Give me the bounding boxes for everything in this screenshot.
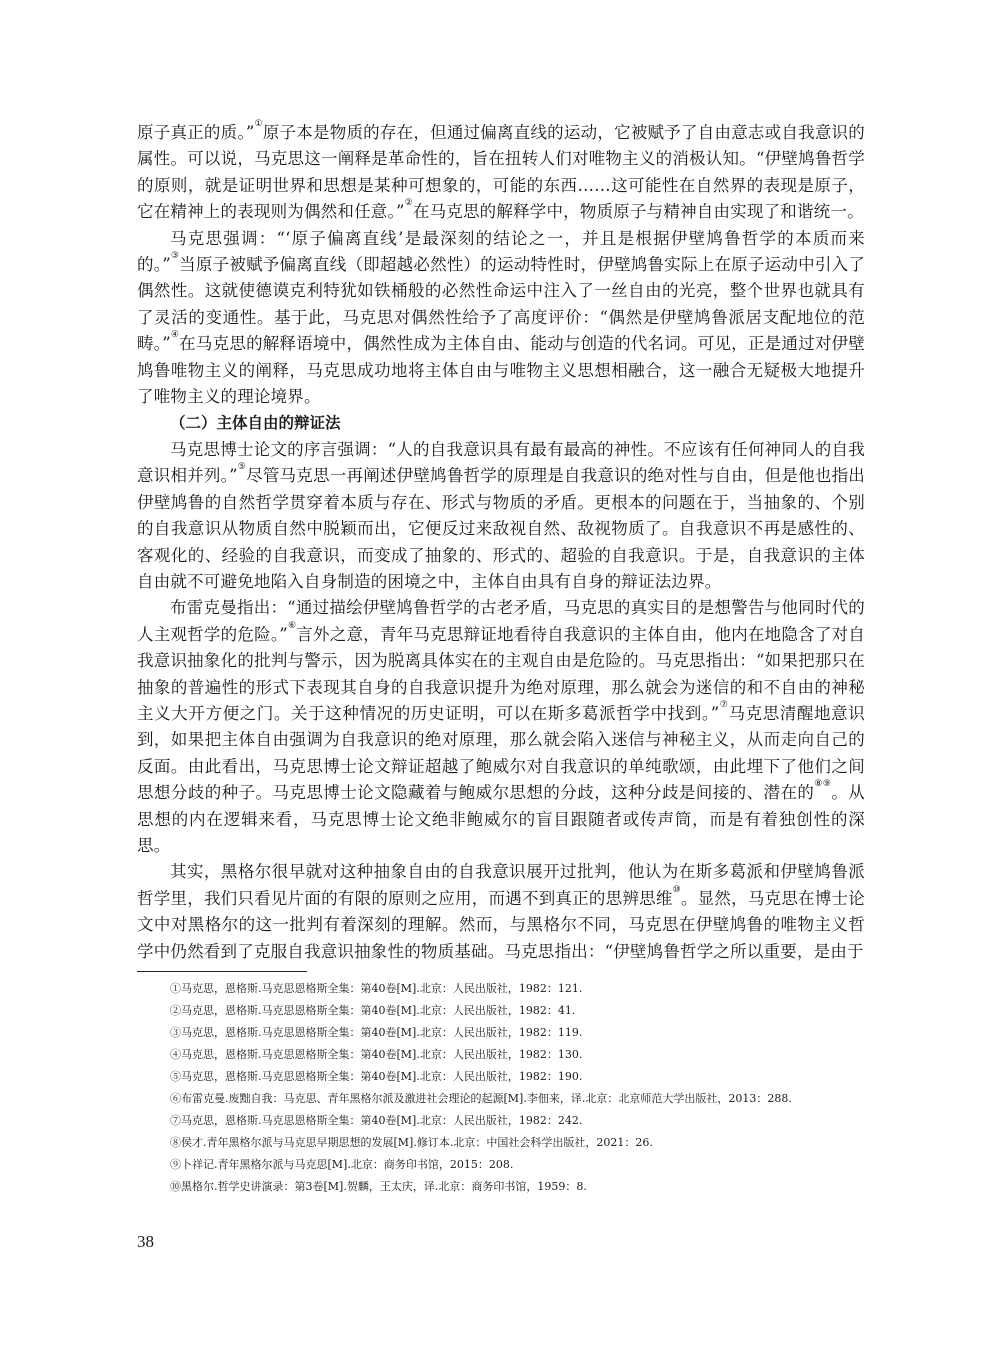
text-run: 原子真正的质。” <box>137 123 255 142</box>
footnote-divider <box>137 971 307 972</box>
footnote-4: ④马克思，恩格斯.马克思恩格斯全集：第40卷[M].北京：人民出版社，1982：130. <box>170 1048 583 1061</box>
footnote-5: ⑤马克思，恩格斯.马克思恩格斯全集：第40卷[M].北京：人民出版社，1982：190. <box>170 1070 583 1083</box>
text-run: 马克思博士论文的序言强调：“人的自我意识具有最有最高的神性。不应该有任何神同人的自我意识相并列。” <box>137 439 865 486</box>
text-run: 尽管马克思一再阐述伊壁鸠鲁哲学的原理是自我意识的绝对性与自由，但是他也指出伊壁鸠鲁的自然哲学贯穿着本质与存在、形式与物质的矛盾。更根本的问题在于，当抽象的、个别的自我意识从物质自然中脱颖而出，它便反过来敌视自然、敌视物质了。自我意识不再是感性的、客观化的、经验的自我意识，而变成了抽象的、形式的、超验的自我意识。于是，自我意识的主体自由就不可避免地陷入自身制造的困境之中，主体自由具有自身的辩证法边界。 <box>137 466 865 591</box>
paragraph-4 <box>137 595 865 859</box>
paragraph-2 <box>137 226 865 411</box>
footnote-ref[interactable]: ③ <box>170 251 180 262</box>
section-heading: （二）主体自由的辩证法 <box>170 414 341 433</box>
footnote-3: ③马克思，恩格斯.马克思恩格斯全集：第40卷[M].北京：人民出版社，1982：119. <box>170 1026 583 1039</box>
footnote-ref[interactable]: ⑩ <box>672 884 681 895</box>
text-run: 言外之意，青年马克思辩证地看待自我意识的主体自由，他内在地隐含了对自我意识抽象化的批判与警示，因为脱离具体实在的主观自由是危险的。马克思指出：“如果把那只在抽象的普遍性的形式下表现其自身的自我意识提升为绝对原理，那么就会为迷信的和不自由的神秘主义大开方便之门。关于这种情况的历史证明，可以在斯多葛派哲学中找到。” <box>137 624 865 723</box>
page-number: 38 <box>137 1232 154 1251</box>
footnote-2: ②马克思，恩格斯.马克思恩格斯全集：第40卷[M].北京：人民出版社，1982：41. <box>170 1004 576 1017</box>
footnote-ref[interactable]: ⑦ <box>719 699 729 710</box>
footnote-ref[interactable]: ⑧⑨ <box>814 779 832 790</box>
text-run: 在马克思的解释语境中，偶然性成为主体自由、能动与创造的代名词。可见，正是通过对伊壁鸠鲁唯物主义的阐释，马克思成功地将主体自由与唯物主义思想相融合，这一融合无疑极大地提升了唯物主义的理论境界。 <box>137 334 865 407</box>
text-run: 。显然，马克思在博士论文中对黑格尔的这一批判有着深刻的理解。然而，与黑格尔不同，马克思在伊壁鸠鲁的唯物主义哲学中仍然看到了克服自我意识抽象性的物质基础。马克思指出：“伊壁鸠鲁哲学之所以重要，是由于 <box>137 888 865 961</box>
text-run: 。从思想的内在逻辑来看，马克思博士论文绝非鲍威尔的盲目跟随者或传声筒，而是有着独创性的深思。 <box>137 783 866 855</box>
footnote-1: ①马克思，恩格斯.马克思恩格斯全集：第40卷[M].北京：人民出版社，1982：121. <box>170 982 583 995</box>
text-run: 当原子被赋予偏离直线（即超越必然性）的运动特性时，伊壁鸠鲁实际上在原子运动中引入了偶然性。这就使德谟克利特犹如铁桶般的必然性命运中注入了一丝自由的光亮，整个世界也就具有了灵活的变通性。基于此，马克思对偶然性给予了高度评价：“偶然是伊壁鸠鲁派居支配地位的范畴。” <box>137 255 865 354</box>
text-run: 马克思清醒地意识到，如果把主体自由强调为自我意识的绝对原理，那么就会陷入迷信与神秘主义，从而走向自己的反面。由此看出，马克思博士论文辩证超越了鲍威尔对自我意识的单纯歌颂，由此埋下了他们之间思想分歧的种子。马克思博士论文隐藏着与鲍威尔思想的分歧，这种分歧是间接的、潜在的 <box>137 703 865 803</box>
footnote-ref[interactable]: ② <box>404 198 413 209</box>
text-run: 其实，黑格尔很早就对这种抽象自由的自我意识展开过批判，他认为在斯多葛派和伊壁鸠鲁派哲学里，我们只看见片面的有限的原则之应用，而遇不到真正的思辨思维 <box>137 862 865 908</box>
text-run: 在马克思的解释学中，物质原子与精神自由实现了和谐统一。 <box>412 202 864 222</box>
footnote-ref[interactable]: ① <box>254 119 263 129</box>
article-body <box>137 120 865 1198</box>
footnotes <box>137 978 865 1198</box>
text-run: 布雷克曼指出：“通过描绘伊壁鸠鲁哲学的古老矛盾，马克思的真实目的是想警告与他同时代的人主观哲学的危险。” <box>137 598 865 644</box>
footnote-7: ⑦马克思，恩格斯.马克思恩格斯全集：第40卷[M].北京：人民出版社，1982：242. <box>170 1114 583 1127</box>
paragraph-3 <box>137 437 865 595</box>
text-run: 马克思强调：“‘原子偏离直线’是最深刻的结论之一，并且是根据伊壁鸠鲁哲学的本质而来的。” <box>137 228 865 275</box>
paragraph-5 <box>137 859 865 965</box>
paragraph-1 <box>137 120 865 226</box>
footnote-ref[interactable]: ⑤ <box>237 462 247 473</box>
footnote-6: ⑥布雷克曼.废黜自我：马克思、青年黑格尔派及激进社会理论的起源[M].李佃来，译.北京：北京师范大学出版社，2013：288. <box>170 1092 792 1105</box>
footnote-8: ⑧侯才.青年黑格尔派与马克思早期思想的发展[M].修订本.北京：中国社会科学出版社，2021：26. <box>170 1136 653 1149</box>
footnote-9: ⑨卜祥记.青年黑格尔派与马克思[M].北京：商务印书馆，2015：208. <box>170 1158 514 1171</box>
footnote-ref[interactable]: ④ <box>170 330 180 341</box>
footnote-10: ⑩黑格尔.哲学史讲演录：第3卷[M].贺麟，王太庆，译.北京：商务印书馆，1959：8. <box>170 1180 587 1193</box>
footnote-ref[interactable]: ⑥ <box>287 620 297 631</box>
text-run: 原子本是物质的存在，但通过偏离直线的运动，它被赋予了自由意志或自我意识的属性。可以说，马克思这一阐释是革命性的，旨在扭转人们对唯物主义的消极认知。“伊壁鸠鲁哲学的原则，就是证明世界和思想是某种可想象的，可能的东西……这可能性在自然界的表现是原子，它在精神上的表现则为偶然和任意。” <box>137 123 865 222</box>
